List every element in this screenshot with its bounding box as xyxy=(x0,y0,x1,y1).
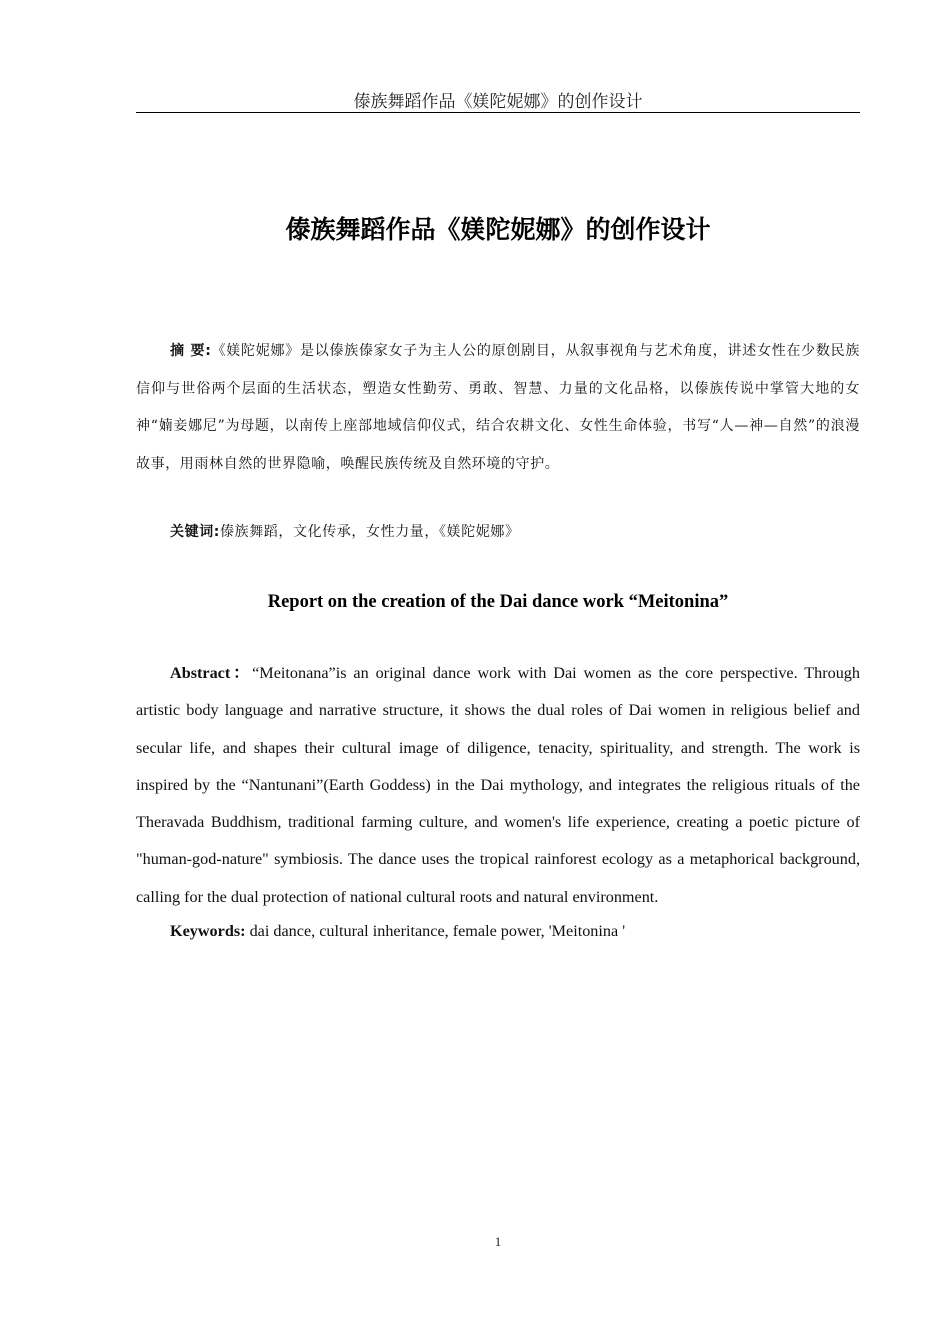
english-title: Report on the creation of the Dai dance work “Meitonina” xyxy=(267,592,729,612)
english-keywords-label: Keywords: xyxy=(170,922,246,940)
english-abstract xyxy=(136,655,860,916)
chinese-title: 傣族舞蹈作品《媄陀妮娜》的创作设计 xyxy=(285,215,711,244)
chinese-abstract xyxy=(136,333,860,483)
english-keywords xyxy=(136,917,860,945)
header-rule xyxy=(136,112,860,113)
running-header: 傣族舞蹈作品《媄陀妮娜》的创作设计 xyxy=(353,92,643,111)
english-abstract-text: “Meitonana”is an original dance work with Dai women as the core perspective. Through artistic body language and narrative structure, it shows the dual roles of Dai women in religious belief and secular life, and shapes their cultural image of diligence, tenacity, spirituality, and strength. The work is inspired by the “Nantunani”(Earth Goddess) in the Dai mythology, and integrates the religious rituals of the Theravada Buddhism, traditional farming culture, and women's life experience, creating a poetic picture of "human-god-nature" symbiosis. The dance uses the tropical rainforest ecology as a metaphorical background, calling for the dual protection of national cultural roots and natural environment. xyxy=(136,664,860,906)
chinese-abstract-text: 《媄陀妮娜》是以傣族傣家女子为主人公的原创剧目，从叙事视角与艺术角度，讲述女性在少数民族信仰与世俗两个层面的生活状态，塑造女性勤劳、勇敢、智慧、力量的文化品格，以傣族传说中掌管大地的女神“婻妾娜尼”为母题，以南传上座部地域信仰仪式，结合农耕文化、女性生命体验，书写“人—神—自然”的浪漫故事，用雨林自然的世界隐喻，唤醒民族传统及自然环境的守护。 xyxy=(136,343,860,472)
page-number: 1 xyxy=(494,1234,502,1249)
chinese-keywords-text: 傣族舞蹈，文化传承，女性力量，《媄陀妮娜》 xyxy=(220,524,520,540)
chinese-keywords xyxy=(136,517,860,547)
chinese-abstract-label: 摘 要: xyxy=(170,343,212,359)
english-abstract-label: Abstract： xyxy=(170,664,253,682)
english-keywords-text: dai dance, cultural inheritance, female power, 'Meitonina ' xyxy=(249,922,626,940)
chinese-keywords-label: 关键词: xyxy=(170,524,220,540)
